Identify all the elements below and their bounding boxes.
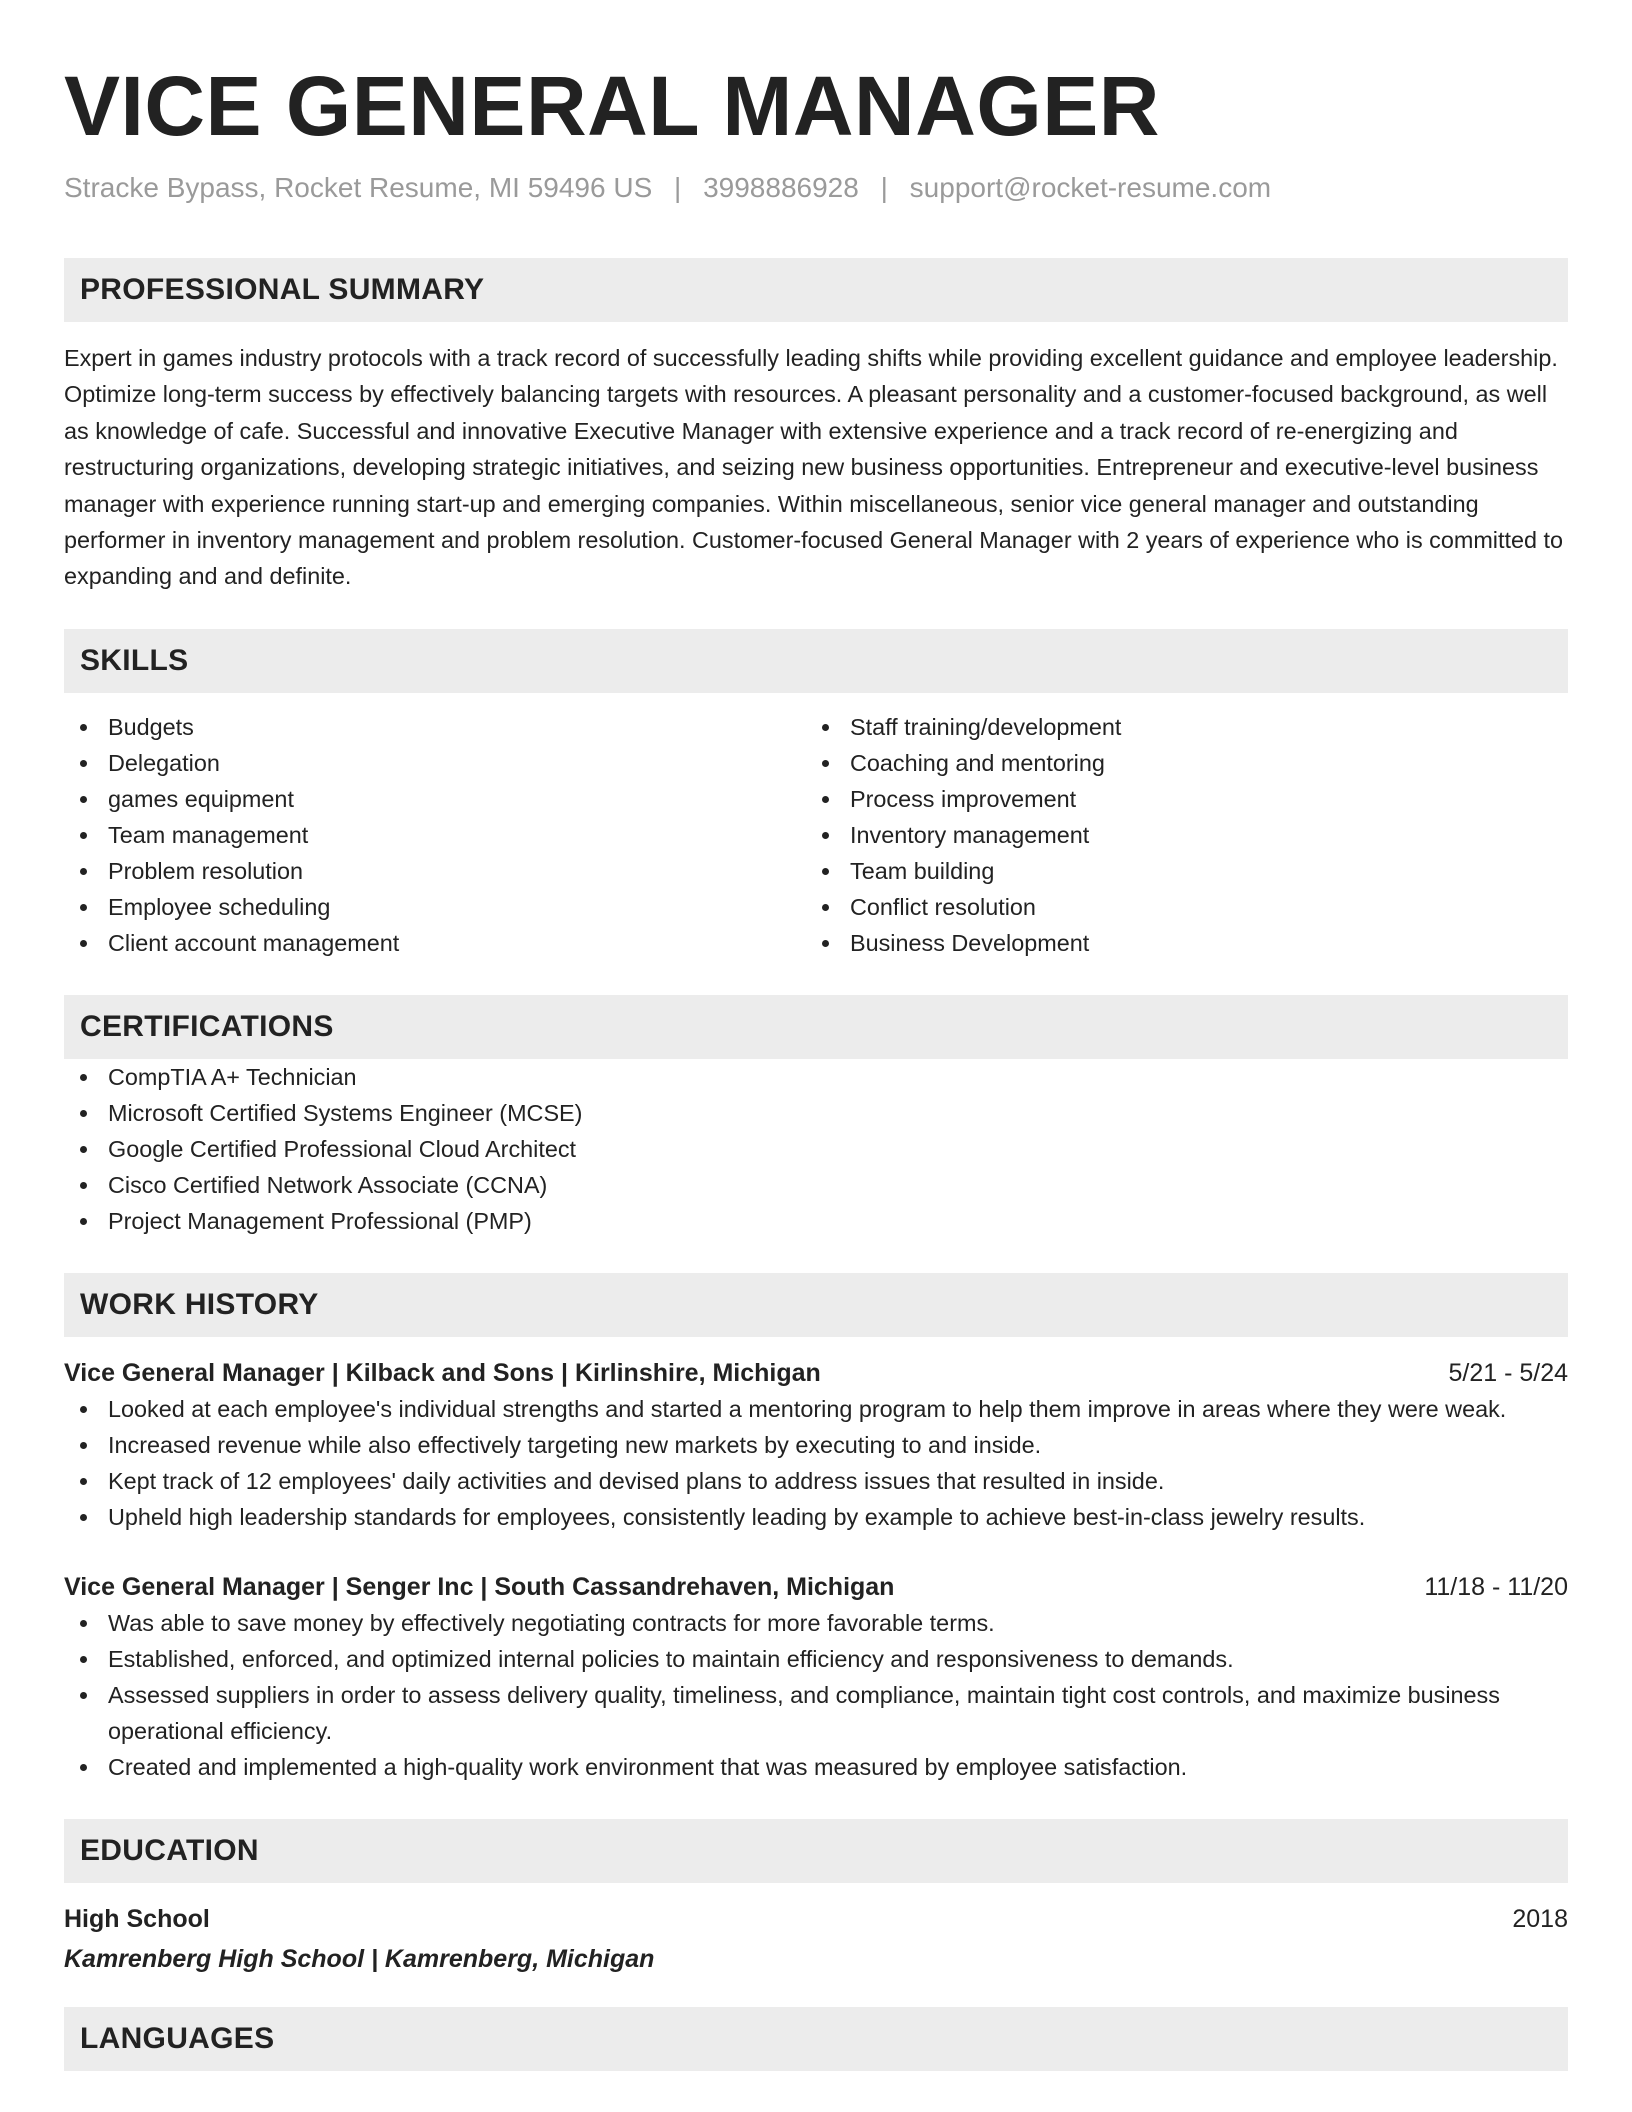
bullet-icon bbox=[80, 796, 87, 803]
page-title: VICE GENERAL MANAGER bbox=[64, 59, 1160, 153]
list-item: Inventory management bbox=[806, 817, 1548, 853]
bullet-icon bbox=[822, 940, 829, 947]
section-header-certifications: CERTIFICATIONS bbox=[64, 995, 1568, 1059]
bullet-icon bbox=[80, 1442, 87, 1449]
bullet-icon bbox=[80, 1514, 87, 1521]
list-item: Kept track of 12 employees' daily activities and devised plans to address issues that resulted in inside. bbox=[64, 1463, 1568, 1499]
bullet-icon bbox=[80, 1146, 87, 1153]
bullet-icon bbox=[822, 760, 829, 767]
list-item: CompTIA A+ Technician bbox=[64, 1059, 1568, 1095]
list-item: Client account management bbox=[64, 925, 806, 961]
bullet-icon bbox=[80, 1764, 87, 1771]
section-header-languages: LANGUAGES bbox=[64, 2007, 1568, 2071]
education-row bbox=[64, 1901, 1568, 1937]
bullet-icon bbox=[822, 724, 829, 731]
list-item: Conflict resolution bbox=[806, 889, 1548, 925]
contact-separator: | bbox=[674, 172, 682, 203]
contact-line bbox=[64, 170, 1568, 206]
job-entry bbox=[64, 1569, 1568, 1785]
list-item: Project Management Professional (PMP) bbox=[64, 1203, 1568, 1239]
bullet-icon bbox=[80, 868, 87, 875]
bullet-icon bbox=[80, 1218, 87, 1225]
list-item: Team building bbox=[806, 853, 1548, 889]
job-dates: 11/18 - 11/20 bbox=[1424, 1572, 1568, 1601]
job-bullets bbox=[64, 1605, 1568, 1785]
bullet-icon bbox=[80, 1692, 87, 1699]
list-item: Cisco Certified Network Associate (CCNA) bbox=[64, 1167, 1568, 1203]
list-item: Team management bbox=[64, 817, 806, 853]
list-item: Looked at each employee's individual strengths and started a mentoring program to help them improve in areas where they were weak. bbox=[64, 1391, 1568, 1427]
job-title: Vice General Manager | Kilback and Sons | Kirlinshire, Michigan bbox=[64, 1358, 821, 1387]
job-bullets bbox=[64, 1391, 1568, 1535]
skills-grid bbox=[64, 709, 1568, 961]
list-item: Assessed suppliers in order to assess delivery quality, timeliness, and compliance, maintain tight cost controls, and maximize business operational efficiency. bbox=[64, 1677, 1568, 1749]
contact-phone: 3998886928 bbox=[703, 172, 859, 203]
list-item: Process improvement bbox=[806, 781, 1548, 817]
bullet-icon bbox=[80, 760, 87, 767]
bullet-icon bbox=[822, 796, 829, 803]
section-header-education: EDUCATION bbox=[64, 1819, 1568, 1883]
list-item: Employee scheduling bbox=[64, 889, 806, 925]
bullet-icon bbox=[822, 904, 829, 911]
job-title: Vice General Manager | Senger Inc | South Cassandrehaven, Michigan bbox=[64, 1572, 895, 1601]
list-item: Delegation bbox=[64, 745, 806, 781]
job-title-row bbox=[64, 1355, 1568, 1391]
list-item: Staff training/development bbox=[806, 709, 1548, 745]
education-degree: High School bbox=[64, 1904, 210, 1933]
bullet-icon bbox=[822, 868, 829, 875]
bullet-icon bbox=[80, 1656, 87, 1663]
contact-separator: | bbox=[880, 172, 888, 203]
list-item: Upheld high leadership standards for employees, consistently leading by example to achieve best-in-class jewelry results. bbox=[64, 1499, 1568, 1535]
job-dates: 5/21 - 5/24 bbox=[1448, 1358, 1568, 1387]
bullet-icon bbox=[80, 1074, 87, 1081]
skills-list-right bbox=[806, 709, 1548, 961]
contact-address: Stracke Bypass, Rocket Resume, MI 59496 US bbox=[64, 172, 653, 203]
bullet-icon bbox=[80, 940, 87, 947]
list-item: Business Development bbox=[806, 925, 1548, 961]
list-item: Increased revenue while also effectively targeting new markets by executing to and inside. bbox=[64, 1427, 1568, 1463]
bullet-icon bbox=[80, 1182, 87, 1189]
section-header-summary: PROFESSIONAL SUMMARY bbox=[64, 258, 1568, 322]
skills-column-left bbox=[64, 709, 806, 961]
education-year: 2018 bbox=[1512, 1904, 1568, 1933]
list-item: Created and implemented a high-quality work environment that was measured by employee satisfaction. bbox=[64, 1749, 1568, 1785]
section-header-work-history: WORK HISTORY bbox=[64, 1273, 1568, 1337]
list-item: Microsoft Certified Systems Engineer (MCSE) bbox=[64, 1095, 1568, 1131]
job-entry bbox=[64, 1355, 1568, 1535]
section-header-skills: SKILLS bbox=[64, 629, 1568, 693]
bullet-icon bbox=[80, 1406, 87, 1413]
job-title-row bbox=[64, 1569, 1568, 1605]
summary-paragraph: Expert in games industry protocols with a track record of successfully leading shifts while providing excellent guidance and employee leadership. Optimize long-term success by effectively balancing targets with resources. A pleasant personality and a customer-focused background, as well as knowledge of cafe. Successful and innovative Executive Manager with extensive experience and a track record of re-energizing and restructuring organizations, developing strategic initiatives, and seizing new business opportunities. Entrepreneur and executive-level business manager with experience running start-up and emerging companies. Within miscellaneous, senior vice general manager and outstanding performer in inventory management and problem resolution. Customer-focused General Manager with 2 years of experience who is committed to expanding and and definite. bbox=[64, 345, 1564, 590]
skills-column-right bbox=[806, 709, 1548, 961]
bullet-icon bbox=[80, 1110, 87, 1117]
certifications-list bbox=[64, 1059, 1568, 1239]
bullet-icon bbox=[80, 904, 87, 911]
bullet-icon bbox=[822, 832, 829, 839]
bullet-icon bbox=[80, 724, 87, 731]
list-item: Problem resolution bbox=[64, 853, 806, 889]
skills-list-left bbox=[64, 709, 806, 961]
list-item: Established, enforced, and optimized internal policies to maintain efficiency and responsiveness to demands. bbox=[64, 1641, 1568, 1677]
list-item: Google Certified Professional Cloud Architect bbox=[64, 1131, 1568, 1167]
bullet-icon bbox=[80, 832, 87, 839]
bullet-icon bbox=[80, 1620, 87, 1627]
list-item: Coaching and mentoring bbox=[806, 745, 1548, 781]
education-school: Kamrenberg High School | Kamrenberg, Michigan bbox=[64, 1944, 655, 1973]
list-item: Budgets bbox=[64, 709, 806, 745]
list-item: Was able to save money by effectively negotiating contracts for more favorable terms. bbox=[64, 1605, 1568, 1641]
bullet-icon bbox=[80, 1478, 87, 1485]
contact-email: support@rocket-resume.com bbox=[909, 172, 1272, 203]
list-item: games equipment bbox=[64, 781, 806, 817]
resume-page bbox=[64, 0, 1568, 2071]
